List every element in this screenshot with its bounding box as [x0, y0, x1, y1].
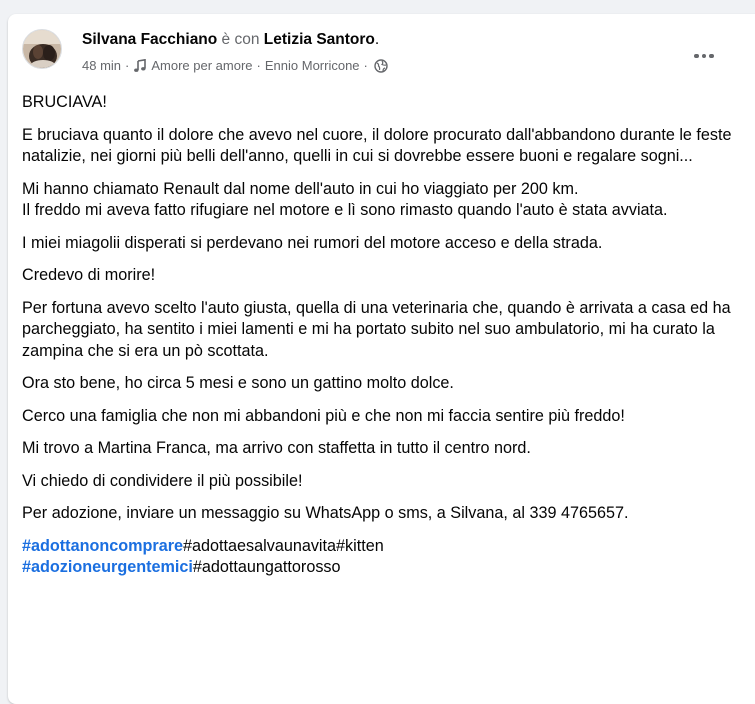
- globe-icon[interactable]: [374, 59, 388, 73]
- meta-separator: ·: [363, 58, 368, 73]
- author-name[interactable]: Silvana Facchiano: [82, 31, 218, 48]
- post-card: [8, 14, 755, 704]
- avatar[interactable]: [22, 29, 62, 69]
- paragraph: Cerco una famiglia che non mi abbandoni più e che non mi faccia sentire più freddo!: [22, 406, 625, 425]
- paragraph: I miei miagolii disperati si perdevano nei rumori del motore acceso e della strada.: [22, 233, 603, 252]
- paragraph: Per fortuna avevo scelto l'auto giusta, quella di una veterinaria che, quando è arrivata a casa ed ha parcheggiato, ha sentito i miei lamenti e mi ha portato subito nel suo ambulatorio, mi ha curato la zampina che si era un pò scottata.: [22, 298, 731, 360]
- hashtag-link[interactable]: #adozioneurgentemici: [22, 558, 193, 576]
- post-title: [82, 30, 379, 50]
- paragraph: Vi chiedo di condividere il più possibile!: [22, 471, 303, 490]
- paragraph: BRUCIAVA!: [22, 93, 107, 111]
- post-time[interactable]: 48 min: [82, 58, 122, 73]
- paragraph: Per adozione, inviare un messaggio su WhatsApp o sms, a Silvana, al 339 4765657.: [22, 504, 629, 522]
- hashtag-link[interactable]: #adottaungattorosso: [192, 558, 341, 576]
- post-meta: [82, 57, 388, 75]
- paragraph: [22, 179, 732, 222]
- paragraph: Credevo di morire!: [22, 266, 156, 284]
- with-text: è con: [217, 31, 264, 48]
- music-note-icon: [133, 59, 147, 73]
- hashtag-link[interactable]: #kitten: [336, 536, 384, 555]
- tagged-user[interactable]: Letizia Santoro: [263, 31, 375, 48]
- meta-separator: ·: [256, 58, 261, 73]
- hashtag-link[interactable]: #adottanoncomprare: [22, 536, 184, 555]
- post-body: [22, 92, 732, 579]
- paragraph-line: Mi hanno chiamato Renault dal nome dell'auto in cui ho viaggiato per 200 km.: [22, 179, 579, 198]
- meta-separator: ·: [125, 58, 130, 73]
- paragraph: Ora sto bene, ho circa 5 mesi e sono un gattino molto dolce.: [22, 374, 454, 392]
- paragraph: Mi trovo a Martina Franca, ma arrivo con staffetta in tutto il centro nord.: [22, 439, 531, 457]
- more-options-icon[interactable]: [686, 38, 722, 74]
- music-title[interactable]: Amore per amore: [151, 58, 253, 73]
- title-period: .: [374, 31, 380, 48]
- music-artist[interactable]: Ennio Morricone: [264, 58, 360, 73]
- hashtag-line: [22, 557, 732, 579]
- hashtag-link[interactable]: #adottaesalvaunavita: [183, 536, 337, 555]
- hashtags: [22, 536, 732, 579]
- paragraph-line: Il freddo mi aveva fatto rifugiare nel motore e lì sono rimasto quando l'auto è stata avviata.: [22, 201, 668, 219]
- hashtag-line: [22, 536, 732, 558]
- post-header: [8, 14, 755, 84]
- paragraph: E bruciava quanto il dolore che avevo nel cuore, il dolore procurato dall'abbandono durante le feste natalizie, nei giorni più belli dell'anno, quelli in cui si dovrebbe essere buoni e regalare sogni...: [22, 125, 732, 165]
